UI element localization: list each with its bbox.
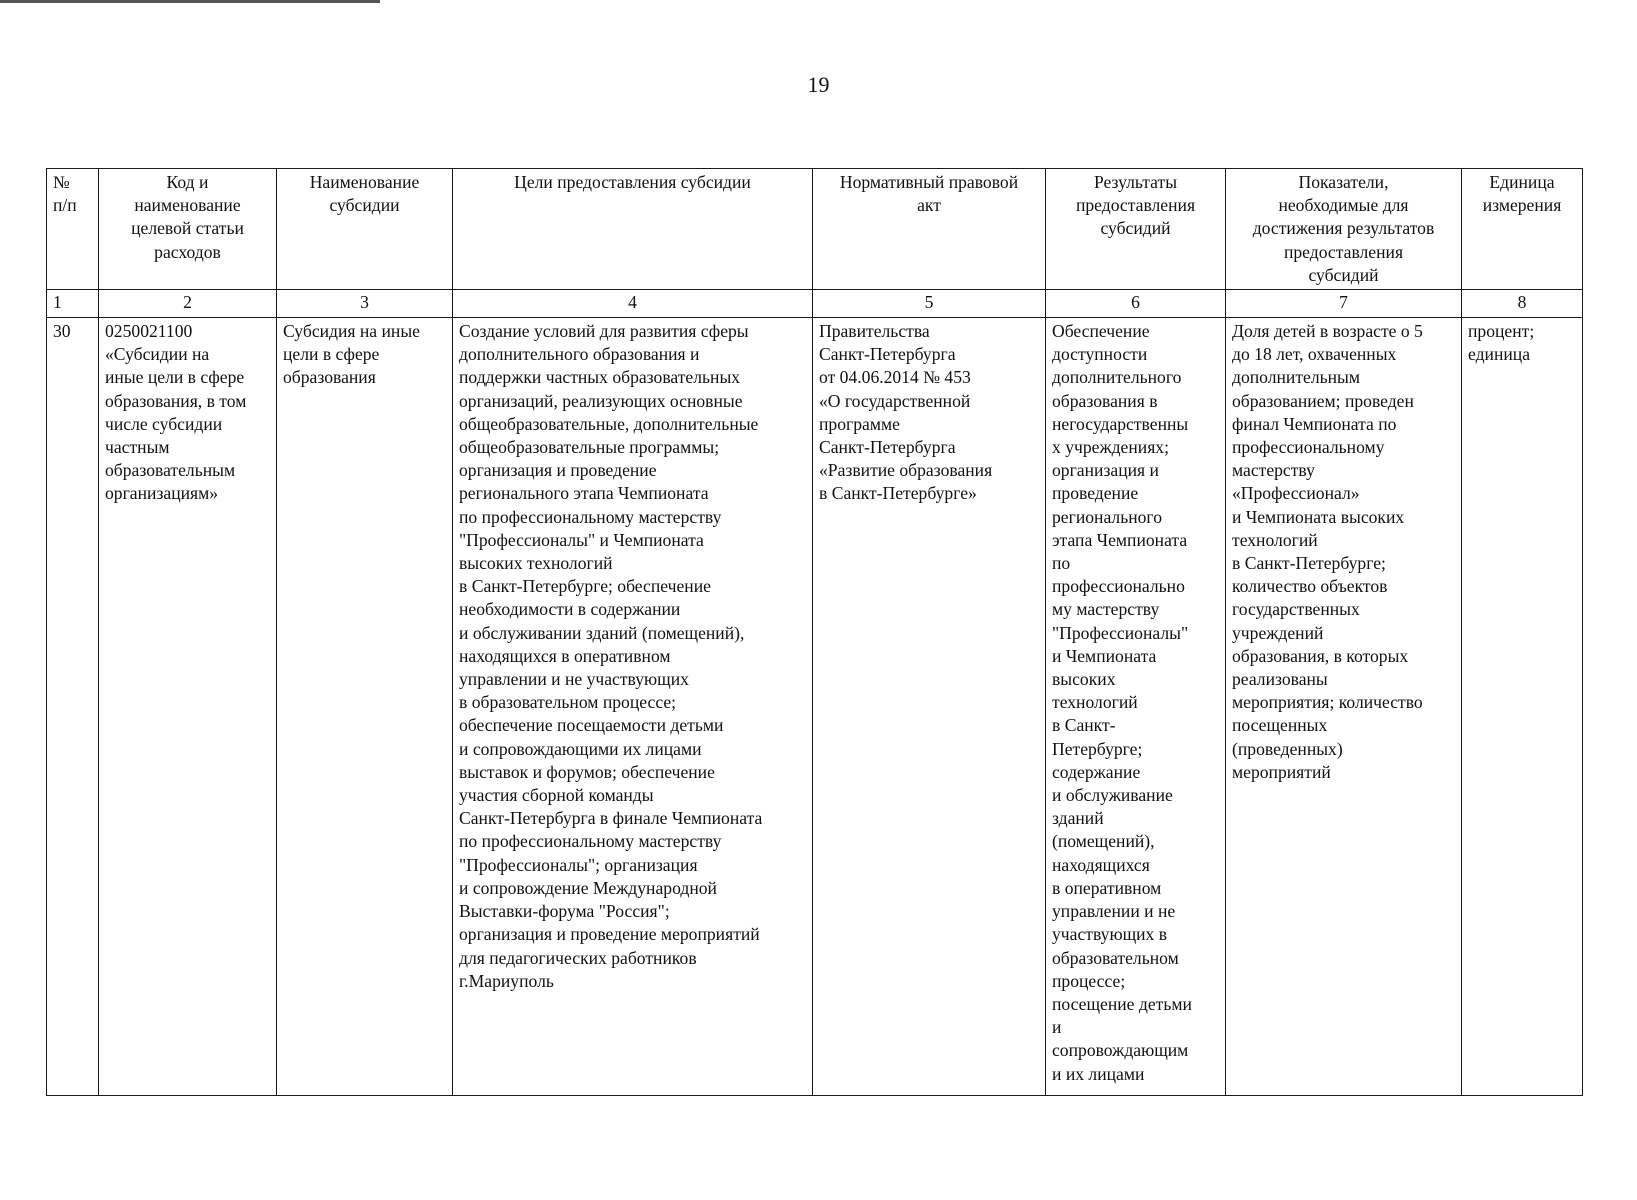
cell-row-number: 30 — [47, 318, 99, 1096]
cell-unit: процент; единица — [1462, 318, 1583, 1096]
cell-subsidy-name: Субсидия на иные цели в сфере образования — [277, 318, 453, 1096]
cell-indicators: Доля детей в возрасте о 5 до 18 лет, охваченных дополнительным образованием; проведен финал Чемпионата по профессиональному мастерству «Профессионал» и Чемпионата высоких технологий в Санкт-Петербурге; количество объектов государственных учреждений образования, в которых реализованы мероприятия; количество посещенных (проведенных) мероприятий — [1226, 318, 1462, 1096]
column-number: 8 — [1462, 290, 1583, 318]
header-cell-goals: Цели предоставления субсидии — [453, 169, 813, 290]
header-cell-code: Код и наименование целевой статьи расходов — [99, 169, 277, 290]
header-cell-results: Результаты предоставления субсидий — [1046, 169, 1226, 290]
header-cell-legal-act: Нормативный правовой акт — [813, 169, 1046, 290]
top-scan-rule — [0, 0, 380, 3]
cell-legal-act: Правительства Санкт-Петербурга от 04.06.2014 № 453 «О государственной программе Санкт-Петербурга «Развитие образования в Санкт-Петербурге» — [813, 318, 1046, 1096]
column-number: 3 — [277, 290, 453, 318]
page-number: 19 — [807, 72, 830, 97]
table-row — [47, 318, 1583, 1096]
column-number: 2 — [99, 290, 277, 318]
subsidy-table — [46, 168, 1583, 1096]
column-number: 5 — [813, 290, 1046, 318]
header-cell-number: № п/п — [47, 169, 99, 290]
column-number: 7 — [1226, 290, 1462, 318]
header-cell-unit: Единица измерения — [1462, 169, 1583, 290]
column-number: 4 — [453, 290, 813, 318]
header-row — [47, 169, 1583, 290]
header-cell-subsidy-name: Наименование субсидии — [277, 169, 453, 290]
column-number: 1 — [47, 290, 99, 318]
cell-results: Обеспечение доступности дополнительного образования в негосударственны х учреждениях; организация и проведение регионального этапа Чемпионата по профессионально му мастерству "Профессионалы" и Чемпионата высоких технологий в Санкт- Петербурге; содержание и обслуживание зданий (помещений), находящихся в оперативном управлении и не участвующих в образовательном процессе; посещение детьми и сопровождающим и их лицами — [1046, 318, 1226, 1096]
column-number: 6 — [1046, 290, 1226, 318]
cell-code: 0250021100 «Субсидии на иные цели в сфере образования, в том числе субсидии частным образовательным организациям» — [99, 318, 277, 1096]
column-number-row — [47, 290, 1583, 318]
cell-goals: Создание условий для развития сферы дополнительного образования и поддержки частных образовательных организаций, реализующих основные общеобразовательные, дополнительные общеобразовательные программы; организация и проведение регионального этапа Чемпионата по профессиональному мастерству "Профессионалы" и Чемпионата высоких технологий в Санкт-Петербурге; обеспечение необходимости в содержании и обслуживании зданий (помещений), находящихся в оперативном управлении и не участвующих в образовательном процессе; обеспечение посещаемости детьми и сопровождающими их лицами выставок и форумов; обеспечение участия сборной команды Санкт-Петербурга в финале Чемпионата по профессиональному мастерству "Профессионалы"; организация и сопровождение Международной Выставки-форума "Россия"; организация и проведение мероприятий для педагогических работников г.Мариуполь — [453, 318, 813, 1096]
header-cell-indicators: Показатели, необходимые для достижения результатов предоставления субсидий — [1226, 169, 1462, 290]
